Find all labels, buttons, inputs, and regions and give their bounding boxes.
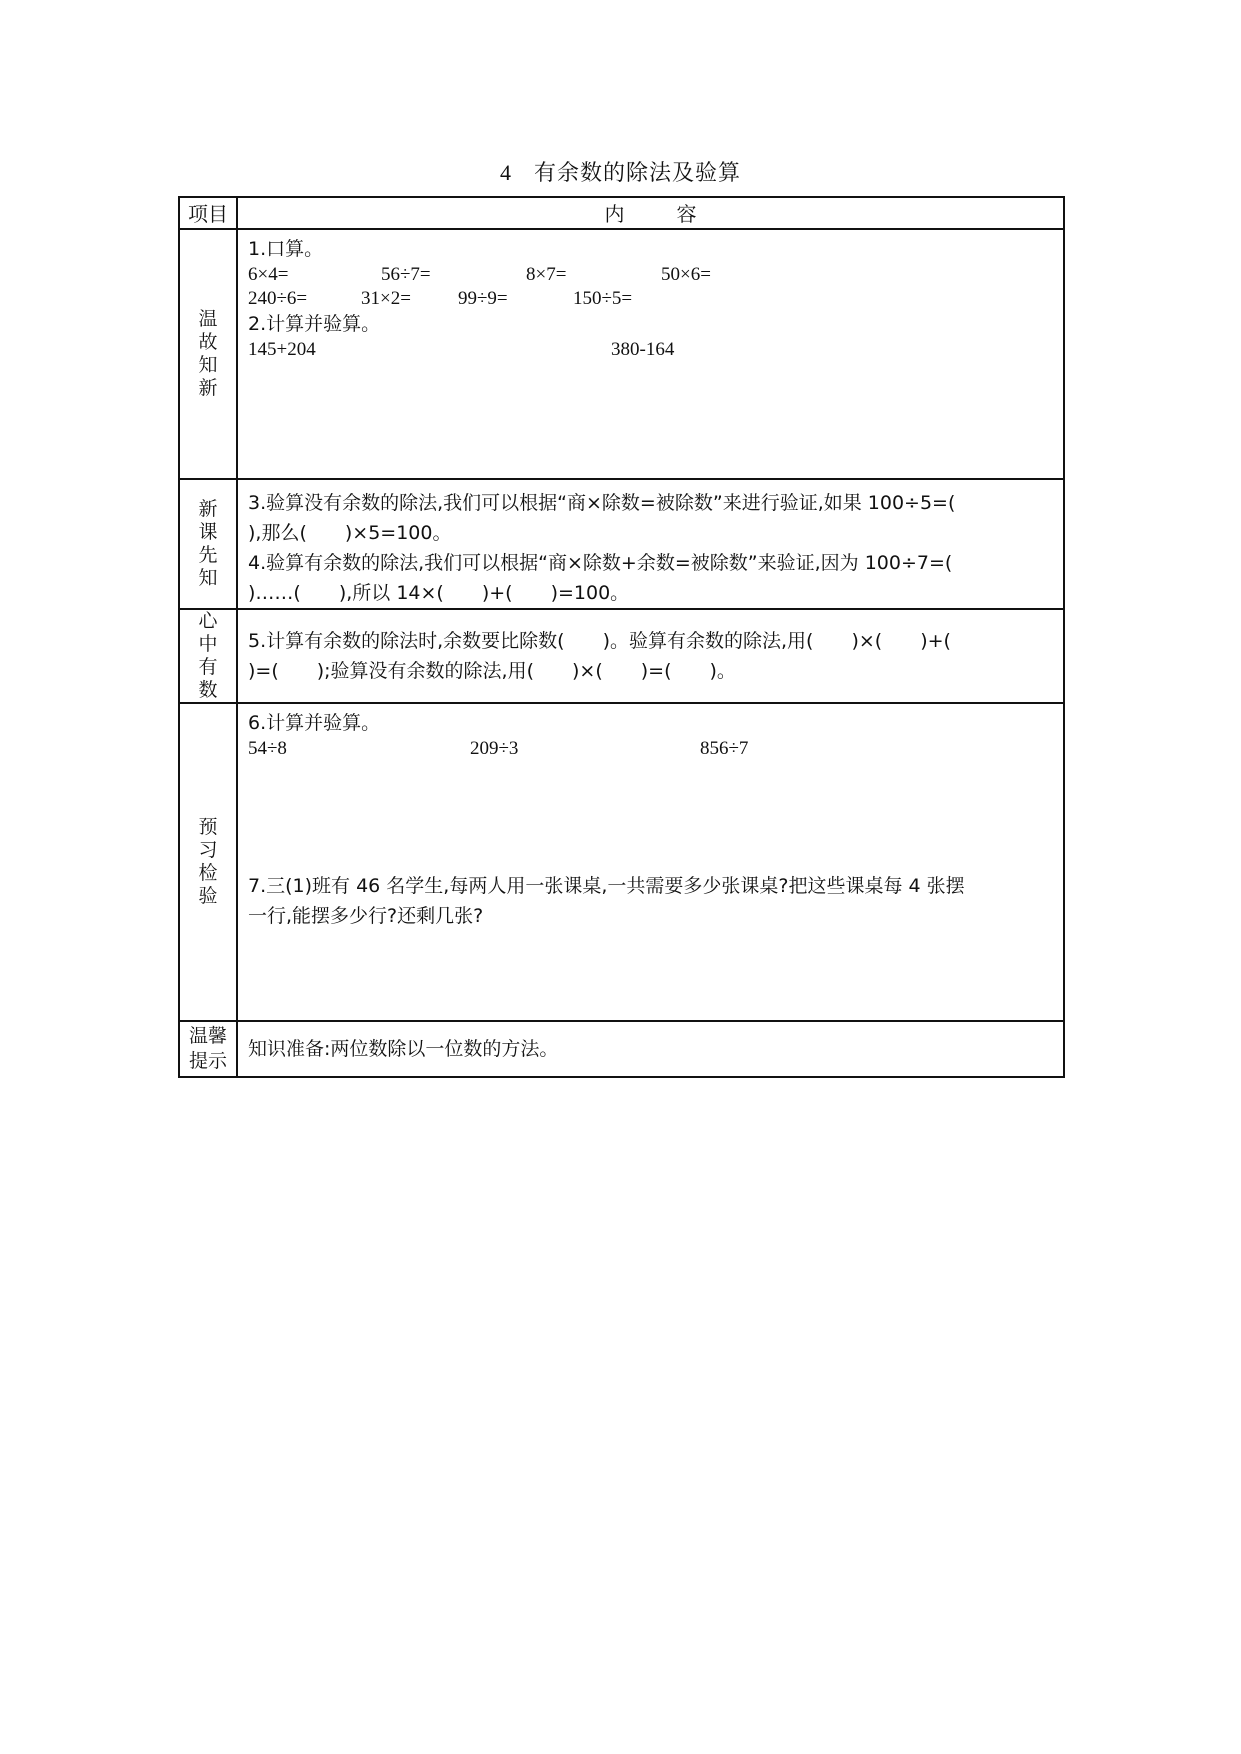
oral-calc-row-2 (248, 287, 1053, 311)
question-5-line-2: )=( );验算没有余数的除法,用( )×( )=( )。 (248, 660, 736, 682)
question-1-title: 1.口算。 (248, 238, 324, 260)
section-content-check (237, 703, 1064, 1021)
section-label-new: 新 课 先 知 (179, 479, 237, 609)
section-content-heart (237, 609, 1064, 703)
oral-calc-item: 8×7= (526, 264, 567, 285)
division-item: 209÷3 (470, 738, 519, 759)
section-check (179, 703, 1064, 1021)
header-item: 项目 (179, 197, 237, 229)
oral-calc-item: 150÷5= (573, 288, 633, 309)
question-6-title: 6.计算并验算。 (248, 712, 381, 734)
division-item: 54÷8 (248, 738, 287, 759)
oral-calc-item: 240÷6= (248, 288, 308, 309)
section-label-check: 预 习 检 验 (179, 703, 237, 1021)
page-title (0, 156, 1241, 187)
header-content-a: 内 (604, 202, 625, 226)
lesson-title: 有余数的除法及验算 (533, 161, 741, 186)
oral-calc-item: 6×4= (248, 264, 289, 285)
division-row (248, 737, 1053, 761)
question-7-line-2: 一行,能摆多少行?还剩几张? (248, 905, 484, 927)
section-label-tip: 温馨 提示 (179, 1021, 237, 1077)
section-review (179, 229, 1064, 479)
calc-verify-item: 145+204 (248, 339, 316, 360)
division-item: 856÷7 (700, 738, 749, 759)
question-3-line-1: 3.验算没有余数的除法,我们可以根据“商×除数=被除数”来进行验证,如果 100÷5=( (248, 492, 956, 514)
oral-calc-item: 50×6= (661, 264, 711, 285)
lesson-number: 4 (499, 160, 512, 185)
question-7-line-1: 7.三(1)班有 46 名学生,每两人用一张课桌,一共需要多少张课桌?把这些课桌每 4 张摆 (248, 875, 965, 897)
header-content (237, 197, 1064, 229)
worksheet-table (178, 196, 1065, 1078)
question-2-title: 2.计算并验算。 (248, 313, 381, 335)
oral-calc-item: 56÷7= (381, 264, 431, 285)
section-label-heart: 心 中 有 数 (179, 609, 237, 703)
oral-calc-row-1 (248, 263, 1053, 287)
section-tip (179, 1021, 1064, 1077)
header-content-b: 容 (676, 202, 697, 226)
tip-text: 知识准备:两位数除以一位数的方法。 (237, 1021, 1064, 1077)
oral-calc-item: 99÷9= (458, 288, 508, 309)
question-4-line-1: 4.验算有余数的除法,我们可以根据“商×除数+余数=被除数”来验证,因为 100÷7=( (248, 552, 953, 574)
calc-verify-item: 380-164 (611, 339, 675, 360)
calc-verify-row (248, 338, 1053, 362)
section-label-review: 温 故 知 新 (179, 229, 237, 479)
header-row (179, 197, 1064, 229)
section-heart (179, 609, 1064, 703)
question-3-line-2: ),那么( )×5=100。 (248, 522, 452, 544)
oral-calc-item: 31×2= (361, 288, 411, 309)
section-content-new (237, 479, 1064, 609)
section-content-review (237, 229, 1064, 479)
question-5-line-1: 5.计算有余数的除法时,余数要比除数( )。验算有余数的除法,用( )×( )+( (248, 630, 951, 652)
section-new (179, 479, 1064, 609)
question-4-line-2: )……( ),所以 14×( )+( )=100。 (248, 582, 630, 604)
